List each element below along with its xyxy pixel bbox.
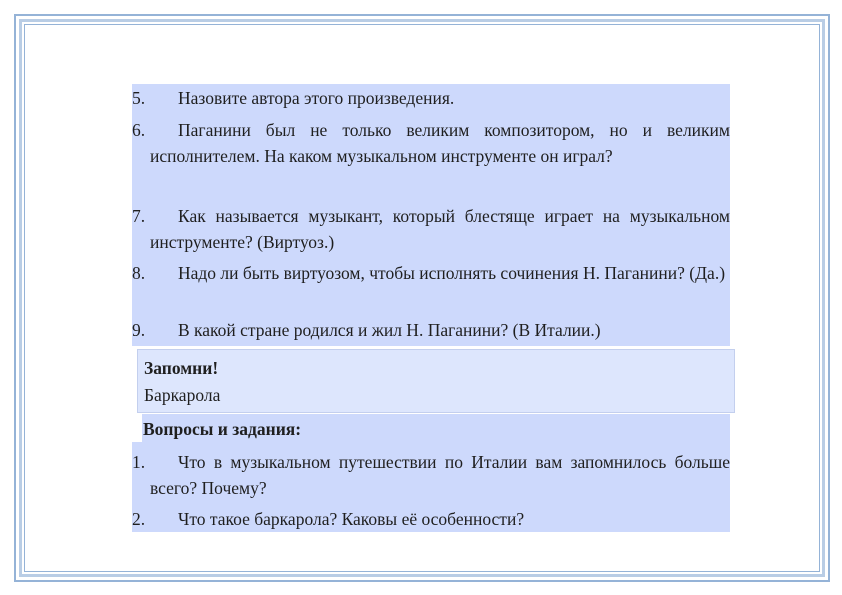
task-text: Что в музыкальном путешествии по Италии вам запомнилось больше всего? Почему? [150,452,730,498]
question-item [132,317,730,343]
question-number: 6. [132,120,146,140]
question-item [132,203,730,255]
question-number: 5. [132,88,146,108]
task-number: 1. [132,452,146,472]
question-number: 9. [132,320,146,340]
question-item [132,260,730,286]
question-item [132,117,730,169]
question-text: Паганини был не только великим композитором, но и великим исполнителем. На каком музыкальном инструменте он играл? [150,120,730,166]
tasks-heading: Вопросы и задания: [143,419,302,439]
remember-title: Запомни! [144,358,219,378]
question-text: Как называется музыкант, который блестяще играет на музыкальном инструменте? (Виртуоз.) [150,206,730,252]
task-item [132,506,730,532]
questions-block [132,84,730,346]
task-text: Что такое баркарола? Каковы её особенности? [178,509,525,529]
task-number: 2. [132,509,146,529]
question-text: В какой стране родился и жил Н. Паганини? (В Италии.) [178,320,601,340]
question-text: Надо ли быть виртуозом, чтобы исполнять сочинения Н. Паганини? (Да.) [178,263,726,283]
remember-box [137,349,735,413]
task-item [132,449,730,501]
question-number: 8. [132,263,146,283]
question-number: 7. [132,206,146,226]
question-text: Назовите автора этого произведения. [178,88,455,108]
question-item [132,85,730,111]
tasks-heading-gap [132,414,142,442]
remember-word: Баркарола [144,385,221,405]
